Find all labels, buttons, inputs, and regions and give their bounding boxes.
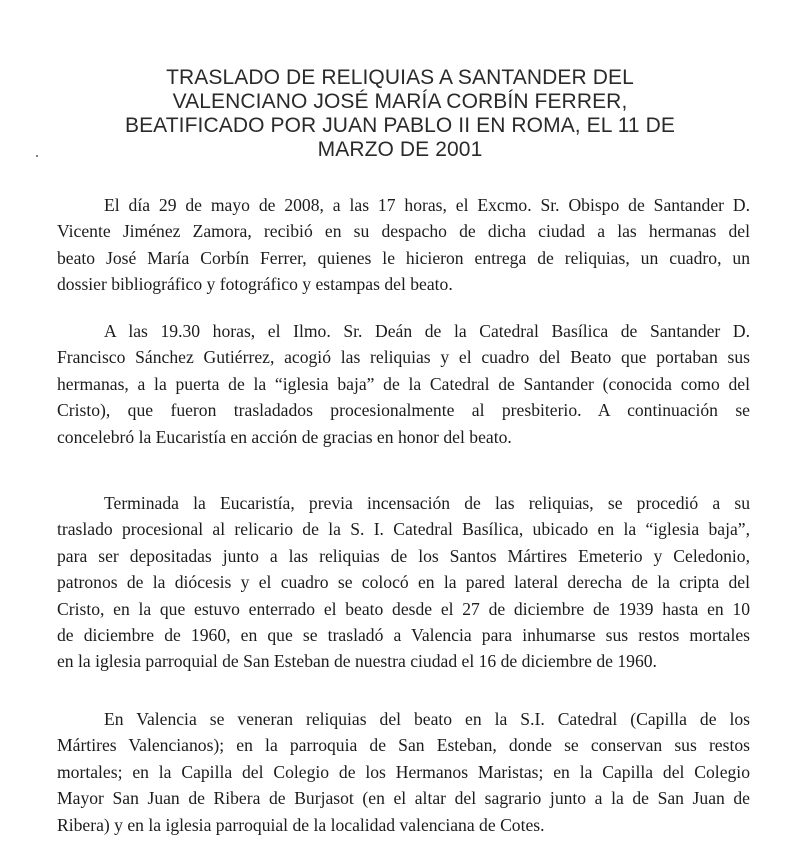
text-line: Cristo, en la que estuvo enterrado el beato desde el 27 de diciembre de 1939 hasta en 10	[57, 598, 750, 619]
text-line: mortales; en la Capilla del Colegio de los Hermanos Maristas; en la Capilla del Colegio	[57, 761, 750, 782]
text-line: A las 19.30 horas, el Ilmo. Sr. Deán de la Catedral Basílica de Santander D.	[104, 321, 750, 341]
text-line: En Valencia se veneran reliquias del beato en la S.I. Catedral (Capilla de los	[104, 709, 750, 729]
text-line: dossier bibliográfico y fotográfico y estampas del beato.	[57, 274, 453, 295]
text-line: Terminada la Eucaristía, previa incensación de las reliquias, se procedió a su	[104, 493, 750, 513]
text-line: en la iglesia parroquial de San Esteban de nuestra ciudad el 16 de diciembre de 1960.	[57, 651, 657, 672]
text-line: Ribera) y en la iglesia parroquial de la localidad valenciana de Cotes.	[57, 814, 545, 835]
text-line: de diciembre de 1960, en que se trasladó a Valencia para inhumarse sus restos mortales	[57, 625, 750, 646]
text-line: Mártires Valencianos); en la parroquia de San Esteban, donde se conservan sus restos	[57, 735, 750, 756]
paragraph-3	[57, 490, 750, 675]
text-line: Cristo), que fueron trasladados procesionalmente al presbiterio. A continuación se	[57, 400, 750, 421]
text-line: Francisco Sánchez Gutiérrez, acogió las reliquias y el cuadro del Beato que portaban sus	[57, 347, 750, 368]
title-line: MARZO DE 2001	[317, 138, 483, 161]
paragraph-4	[57, 706, 750, 838]
scan-speck	[36, 155, 38, 157]
paragraph-2	[57, 318, 750, 450]
text-line: concelebró la Eucaristía en acción de gracias en honor del beato.	[57, 426, 512, 447]
text-line: patronos de la diócesis y el cuadro se colocó en la pared lateral derecha de la cripta del	[57, 572, 750, 593]
text-line: El día 29 de mayo de 2008, a las 17 horas, el Excmo. Sr. Obispo de Santander D.	[104, 195, 750, 215]
text-line: Vicente Jiménez Zamora, recibió en su despacho de dicha ciudad a las hermanas del	[57, 221, 750, 242]
text-line: Mayor San Juan de Ribera de Burjasot (en el altar del sagrario junto a la de San Juan de	[57, 788, 750, 809]
document-title	[100, 66, 700, 162]
text-line: hermanas, a la puerta de la “iglesia baja” de la Catedral de Santander (conocida como del	[57, 373, 750, 394]
text-line: para ser depositadas junto a las reliquias de los Santos Mártires Emeterio y Celedonio,	[57, 545, 750, 566]
title-line: VALENCIANO JOSÉ MARÍA CORBÍN FERRER,	[172, 90, 628, 113]
paragraph-1	[57, 192, 750, 298]
title-line: TRASLADO DE RELIQUIAS A SANTANDER DEL	[166, 66, 634, 89]
text-line: beato José María Corbín Ferrer, quienes le hicieron entrega de reliquias, un cuadro, un	[57, 247, 750, 268]
text-line: traslado procesional al relicario de la S. I. Catedral Basílica, ubicado en la “iglesia baja”,	[57, 519, 750, 540]
title-line: BEATIFICADO POR JUAN PABLO II EN ROMA, EL 11 DE	[124, 114, 676, 137]
